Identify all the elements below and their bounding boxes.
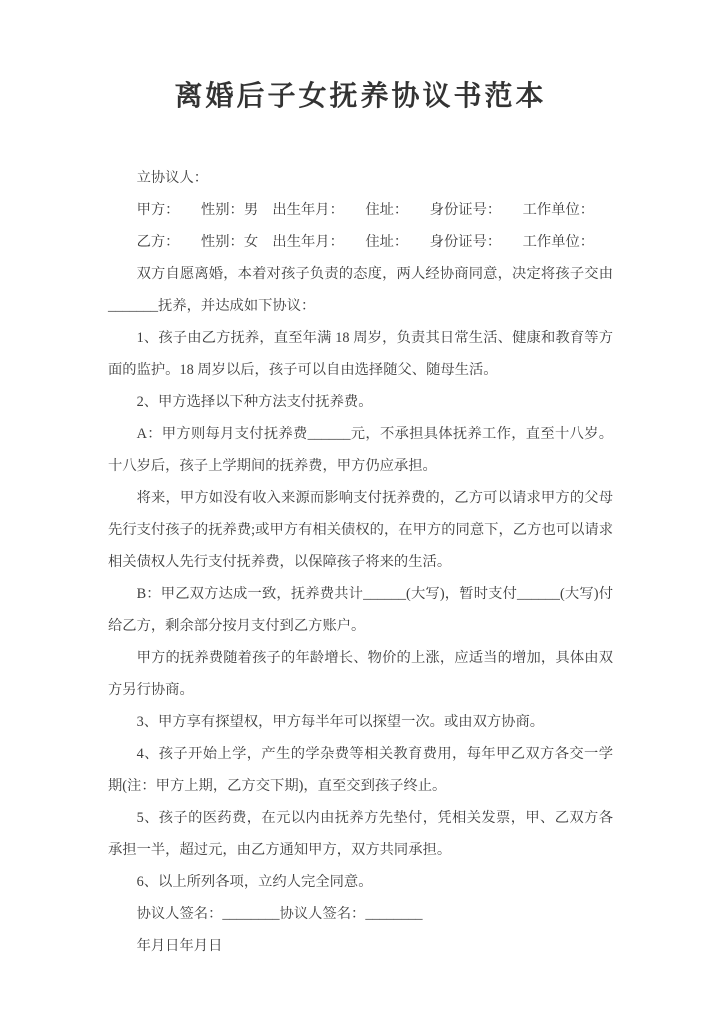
document-title: 离婚后子女抚养协议书范本 bbox=[174, 81, 547, 112]
clause-2-option-a: A：甲方则每月支付抚养费______元，不承担具体抚养工作，直至十八岁。十八岁后，孩子上学期间的抚养费，甲方仍应承担。 bbox=[108, 426, 613, 474]
party-b-info-line: 乙方： 性别：女 出生年月： 住址： 身份证号： 工作单位： bbox=[136, 234, 595, 250]
signature-line: 协议人签名：________协议人签名：________ bbox=[136, 906, 423, 922]
clause-3: 3、甲方享有探望权，甲方每半年可以探望一次。或由双方协商。 bbox=[136, 714, 545, 730]
clause-5: 5、孩子的医药费，在元以内由抚养方先垫付，凭相关发票，甲、乙双方各承担一半，超过元，由乙方通知甲方，双方共同承担。 bbox=[108, 810, 613, 858]
clause-2: 2、甲方选择以下种方法支付抚养费。 bbox=[136, 394, 373, 410]
clause-1: 1、孩子由乙方抚养，直至年满 18 周岁，负责其日常生活、健康和教育等方面的监护。18 周岁以后，孩子可以自由选择随父、随母生活。 bbox=[108, 330, 613, 378]
preamble-paragraph: 双方自愿离婚，本着对孩子负责的态度，两人经协商同意，决定将孩子交由_______抚养，并达成如下协议： bbox=[108, 266, 613, 314]
clause-2-a-note: 将来，甲方如没有收入来源而影响支付抚养费的，乙方可以请求甲方的父母先行支付孩子的抚养费;或甲方有相关债权的，在甲方的同意下，乙方也可以请求相关债权人先行支付抚养费，以保障孩子将来的生活。 bbox=[108, 490, 613, 570]
clause-4: 4、孩子开始上学，产生的学杂费等相关教育费用，每年甲乙双方各交一学期(注：甲方上期，乙方交下期)，直至交到孩子终止。 bbox=[108, 746, 613, 794]
parties-label: 立协议人： bbox=[136, 170, 209, 186]
date-line: 年月日年月日 bbox=[136, 938, 223, 954]
fee-adjustment-note: 甲方的抚养费随着孩子的年龄增长、物价的上涨，应适当的增加，具体由双方另行协商。 bbox=[108, 650, 613, 698]
clause-6: 6、以上所列各项，立约人完全同意。 bbox=[136, 874, 373, 890]
clause-2-option-b: B：甲乙双方达成一致，抚养费共计______(大写)，暂时支付______(大写)付给乙方，剩余部分按月支付到乙方账户。 bbox=[108, 586, 613, 634]
party-a-info-line: 甲方： 性别：男 出生年月： 住址： 身份证号： 工作单位： bbox=[136, 202, 595, 218]
document-content bbox=[108, 0, 613, 962]
document-body bbox=[108, 162, 613, 962]
